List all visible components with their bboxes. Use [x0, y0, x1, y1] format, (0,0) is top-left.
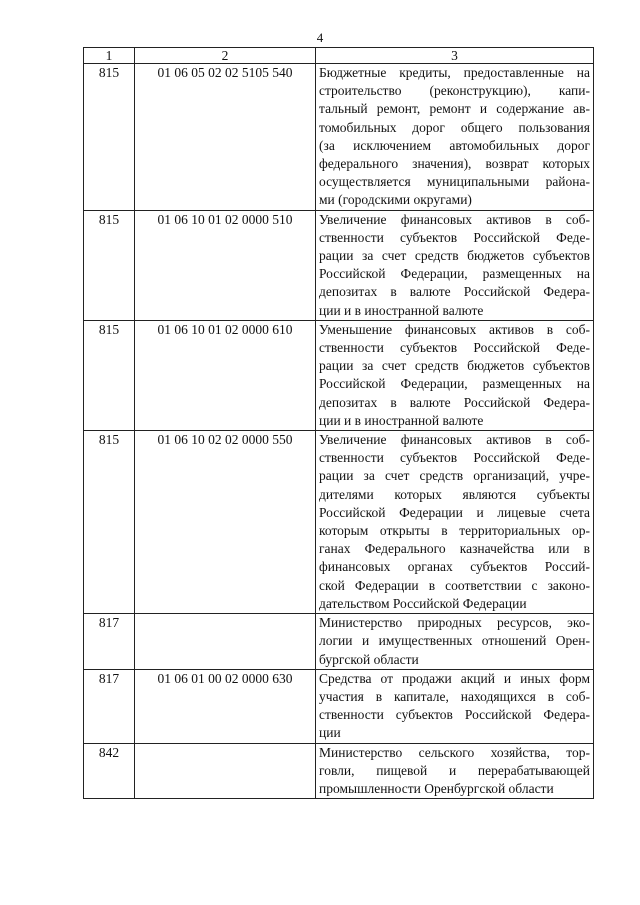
description-line: Средства от продажи акций и иных форм — [319, 670, 590, 686]
description-line: рации за счет средств организаций, учре- — [319, 468, 590, 484]
description-line: Увеличение финансовых активов в соб- — [319, 432, 590, 448]
cell-admin-code: 842 — [84, 743, 135, 799]
table-body — [84, 64, 594, 799]
description-line: ции и в иностранной валюте — [319, 412, 484, 428]
cell-admin-code: 815 — [84, 431, 135, 614]
cell-description — [316, 210, 594, 320]
column-header-admin: 1 — [84, 48, 135, 64]
table-row — [84, 210, 594, 320]
description-line: логии и имущественных отношений Орен- — [319, 633, 590, 649]
description-line: ми (городскими округами) — [319, 192, 472, 208]
description-line: промышленности Оренбургской области — [319, 780, 554, 796]
cell-description — [316, 743, 594, 799]
table-row — [84, 669, 594, 743]
description-line: ственности субъектов Российской Федера- — [319, 707, 590, 723]
table-row — [84, 743, 594, 799]
description-line: Увеличение финансовых активов в соб- — [319, 211, 590, 227]
description-line: строительство (реконструкцию), капи- — [319, 83, 590, 99]
table-row — [84, 320, 594, 430]
cell-budget-code: 01 06 10 01 02 0000 610 — [135, 320, 316, 430]
description-line: дителями которых являются субъекты — [319, 486, 590, 502]
description-line: говли, пищевой и перерабатывающей — [319, 762, 590, 778]
table-header-row — [84, 48, 594, 64]
description-line: рации за счет средств бюджетов субъектов — [319, 358, 590, 374]
cell-admin-code: 815 — [84, 320, 135, 430]
description-line: Уменьшение финансовых активов в соб- — [319, 321, 590, 337]
cell-admin-code: 817 — [84, 669, 135, 743]
description-line: ственности субъектов Российской Феде- — [319, 229, 590, 245]
cell-budget-code: 01 06 05 02 02 5105 540 — [135, 64, 316, 211]
description-line: финансовых органах субъектов Россий- — [319, 559, 590, 575]
cell-description — [316, 431, 594, 614]
cell-description — [316, 614, 594, 670]
description-line: ции — [319, 725, 341, 741]
description-line: осуществляется муниципальными района- — [319, 174, 590, 190]
table-row — [84, 64, 594, 211]
description-line: ганах Федерального казначейства или в — [319, 541, 590, 557]
column-header-description: 3 — [316, 48, 594, 64]
description-line: рации за счет средств бюджетов субъектов — [319, 248, 590, 264]
description-line: ции и в иностранной валюте — [319, 302, 484, 318]
cell-description — [316, 320, 594, 430]
cell-description — [316, 64, 594, 211]
cell-description — [316, 669, 594, 743]
description-line: Министерство природных ресурсов, эко- — [319, 615, 590, 631]
cell-budget-code: 01 06 01 00 02 0000 630 — [135, 669, 316, 743]
description-line: Российской Федерации и лицевые счета — [319, 504, 590, 520]
description-line: ской Федерации в соответствии с законо- — [319, 577, 590, 593]
classification-table — [83, 47, 594, 799]
page-number: 4 — [316, 30, 324, 45]
description-line: томобильных дорог общего пользования — [319, 119, 590, 135]
cell-budget-code: 01 06 10 01 02 0000 510 — [135, 210, 316, 320]
cell-budget-code: 01 06 10 02 02 0000 550 — [135, 431, 316, 614]
description-line: которым открыты в территориальных ор- — [319, 523, 590, 539]
description-line: ственности субъектов Российской Феде- — [319, 450, 590, 466]
description-line: Российской Федерации, размещенных на — [319, 266, 590, 282]
description-line: бургской области — [319, 651, 419, 667]
cell-budget-code — [135, 743, 316, 799]
table-row — [84, 614, 594, 670]
description-line: федерального значения), возврат которых — [319, 156, 590, 172]
description-line: Бюджетные кредиты, предоставленные на — [319, 65, 590, 80]
table-row — [84, 431, 594, 614]
cell-admin-code: 815 — [84, 64, 135, 211]
description-line: участия в капитале, находящихся в соб- — [319, 688, 590, 704]
description-line: Министерство сельского хозяйства, тор- — [319, 744, 590, 760]
description-line: депозитах в валюте Российской Федера- — [319, 394, 590, 410]
cell-admin-code: 815 — [84, 210, 135, 320]
description-line: тальный ремонт, ремонт и содержание ав- — [319, 101, 590, 117]
description-line: Российской Федерации, размещенных на — [319, 376, 590, 392]
cell-admin-code: 817 — [84, 614, 135, 670]
cell-budget-code — [135, 614, 316, 670]
column-header-code: 2 — [135, 48, 316, 64]
description-line: ственности субъектов Российской Феде- — [319, 340, 590, 356]
description-line: дательством Российской Федерации — [319, 595, 527, 611]
description-line: депозитах в валюте Российской Федера- — [319, 284, 590, 300]
description-line: (за исключением автомобильных дорог — [319, 137, 590, 153]
